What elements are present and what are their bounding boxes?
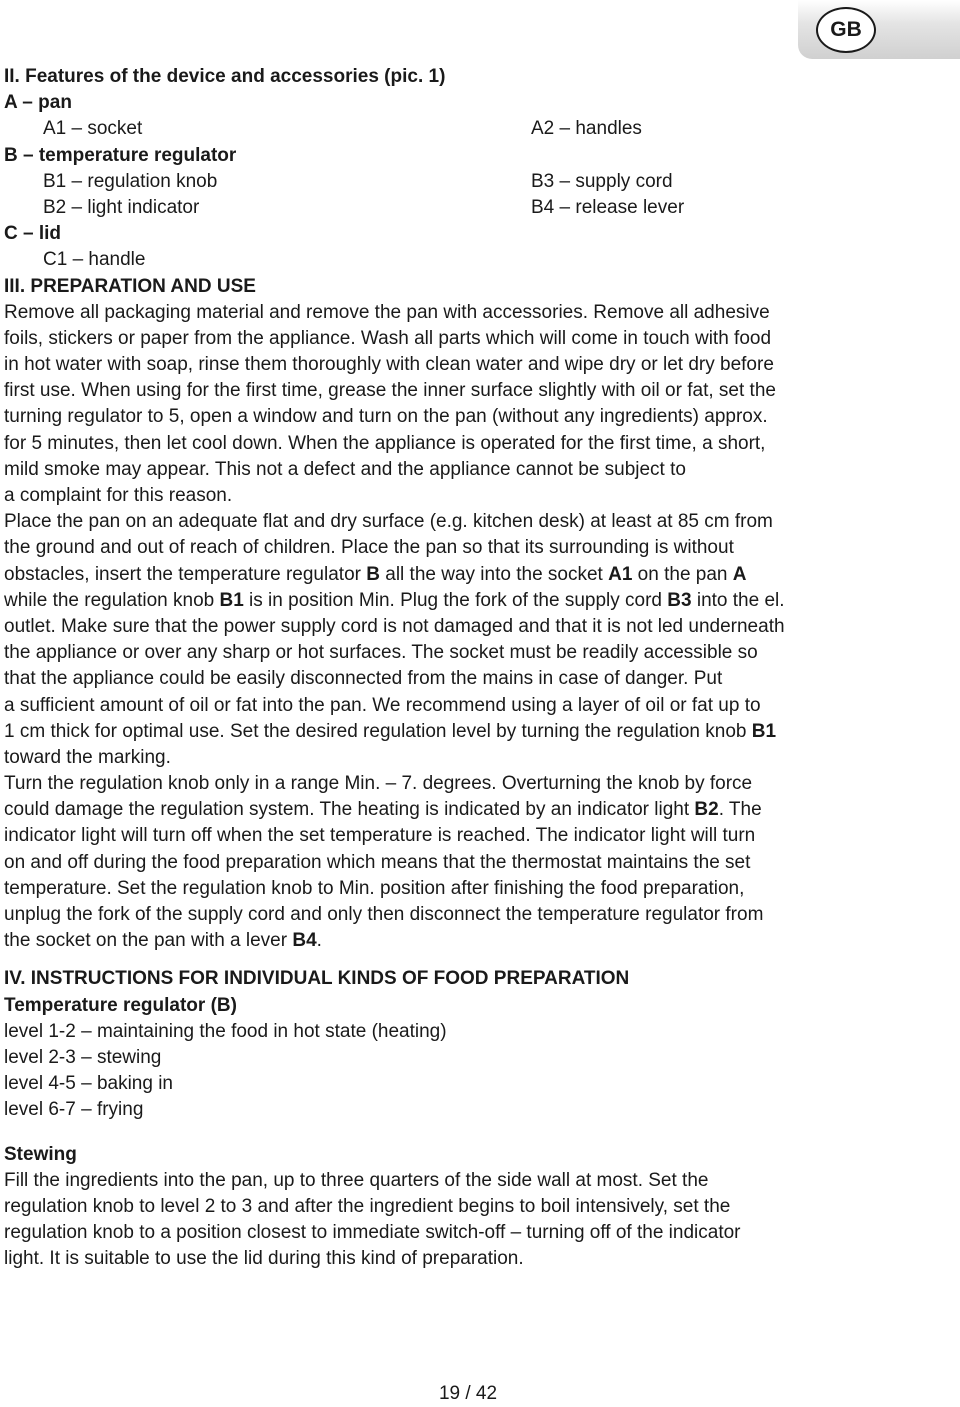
feature-row-a [4, 116, 954, 142]
preparation-line: unplug the fork of the supply cord and only then disconnect the temperature regulator from [4, 904, 764, 925]
feature-row-b1 [4, 169, 954, 195]
preparation-line: outlet. Make sure that the power supply cord is not damaged and that it is not led underneath [4, 615, 785, 637]
preparation-line: for 5 minutes, then let cool down. When the appliance is operated for the first time, a short, [4, 432, 766, 454]
preparation-line: Place the pan on an adequate flat and dry surface (e.g. kitchen desk) at least at 85 cm from [4, 511, 773, 533]
stewing-line: regulation knob to a position closest to immediate switch-off – turning off of the indicator [4, 1222, 741, 1244]
stewing-line: light. It is suitable to use the lid during this kind of preparation. [4, 1248, 524, 1270]
feature-a2: A2 – handles [531, 118, 642, 140]
level-item: level 2-3 – stewing [4, 1046, 162, 1068]
instructions-heading: IV. INSTRUCTIONS FOR INDIVIDUAL KINDS OF FOOD PREPARATION [4, 968, 630, 990]
preparation-line: in hot water with soap, rinse them thoroughly with clean water and wipe dry or let dry before [4, 354, 774, 376]
feature-a1: A1 – socket [43, 118, 143, 140]
stewing-line: regulation knob to level 2 to 3 and after the ingredient begins to boil intensively, set the [4, 1195, 731, 1217]
preparation-body [4, 300, 954, 955]
preparation-line: toward the marking. [4, 746, 171, 768]
level-item: level 1-2 – maintaining the food in hot state (heating) [4, 1020, 447, 1042]
feature-c1: C1 – handle [43, 249, 146, 271]
preparation-line: obstacles, insert the temperature regulator B all the way into the socket A1 on the pan A [4, 563, 747, 585]
preparation-line: that the appliance could be easily disconnected from the mains in case of danger. Put [4, 668, 723, 690]
preparation-line: could damage the regulation system. The heating is indicated by an indicator light B2. The [4, 799, 762, 821]
feature-b4: B4 – release lever [531, 196, 685, 218]
preparation-line: the ground and out of reach of children. Place the pan so that its surrounding is without [4, 537, 734, 559]
preparation-heading: III. PREPARATION AND USE [4, 275, 256, 297]
preparation-line: temperature. Set the regulation knob to Min. position after finishing the food preparation, [4, 877, 745, 899]
preparation-line: mild smoke may appear. This not a defect and the appliance cannot be subject to [4, 458, 686, 480]
preparation-line: indicator light will turn off when the set temperature is reached. The indicator light will turn [4, 825, 756, 847]
level-item: level 4-5 – baking in [4, 1073, 173, 1095]
preparation-line: a sufficient amount of oil or fat into the pan. We recommend using a layer of oil or fat up to [4, 694, 761, 716]
preparation-line: Turn the regulation knob only in a range Min. – 7. degrees. Overturning the knob by force [4, 773, 753, 795]
feature-c-title: C – lid [4, 223, 62, 245]
stewing-heading: Stewing [4, 1143, 77, 1165]
preparation-line: the socket on the pan with a lever B4. [4, 930, 322, 952]
level-list [4, 1019, 954, 1124]
preparation-line: foils, stickers or paper from the appliance. Wash all parts which will come in touch with food [4, 327, 772, 349]
preparation-line: 1 cm thick for optimal use. Set the desired regulation level by turning the regulation knob B1 [4, 720, 777, 742]
features-heading: II. Features of the device and accessories (pic. 1) [4, 66, 446, 87]
feature-row-b2 [4, 195, 954, 221]
preparation-line: Remove all packaging material and remove the pan with accessories. Remove all adhesive [4, 301, 770, 323]
instructions-subheading: Temperature regulator (B) [4, 994, 237, 1016]
feature-b-title: B – temperature regulator [4, 144, 237, 166]
preparation-line: while the regulation knob B1 is in position Min. Plug the fork of the supply cord B3 into the el. [4, 589, 785, 611]
language-badge: GB [816, 7, 876, 53]
feature-a-title: A – pan [4, 92, 72, 114]
level-item: level 6-7 – frying [4, 1099, 144, 1121]
page-number: 19 / 42 [438, 1383, 498, 1404]
preparation-line: on and off during the food preparation which means that the thermostat maintains the set [4, 851, 751, 873]
preparation-line: a complaint for this reason. [4, 485, 233, 506]
preparation-line: turning regulator to 5, open a window and turn on the pan (without any ingredients) approx. [4, 406, 768, 428]
stewing-body [4, 1168, 954, 1273]
page-content [4, 64, 954, 1272]
preparation-line: first use. When using for the first time, grease the inner surface slightly with oil or fat, set the [4, 380, 776, 402]
feature-b2: B2 – light indicator [43, 196, 200, 218]
feature-b1: B1 – regulation knob [43, 170, 218, 192]
language-tab [798, 0, 960, 59]
stewing-line: Fill the ingredients into the pan, up to three quarters of the side wall at most. Set the [4, 1169, 709, 1191]
preparation-line: the appliance or over any sharp or hot surfaces. The socket must be readily accessible so [4, 642, 758, 664]
feature-b3: B3 – supply cord [531, 170, 673, 192]
